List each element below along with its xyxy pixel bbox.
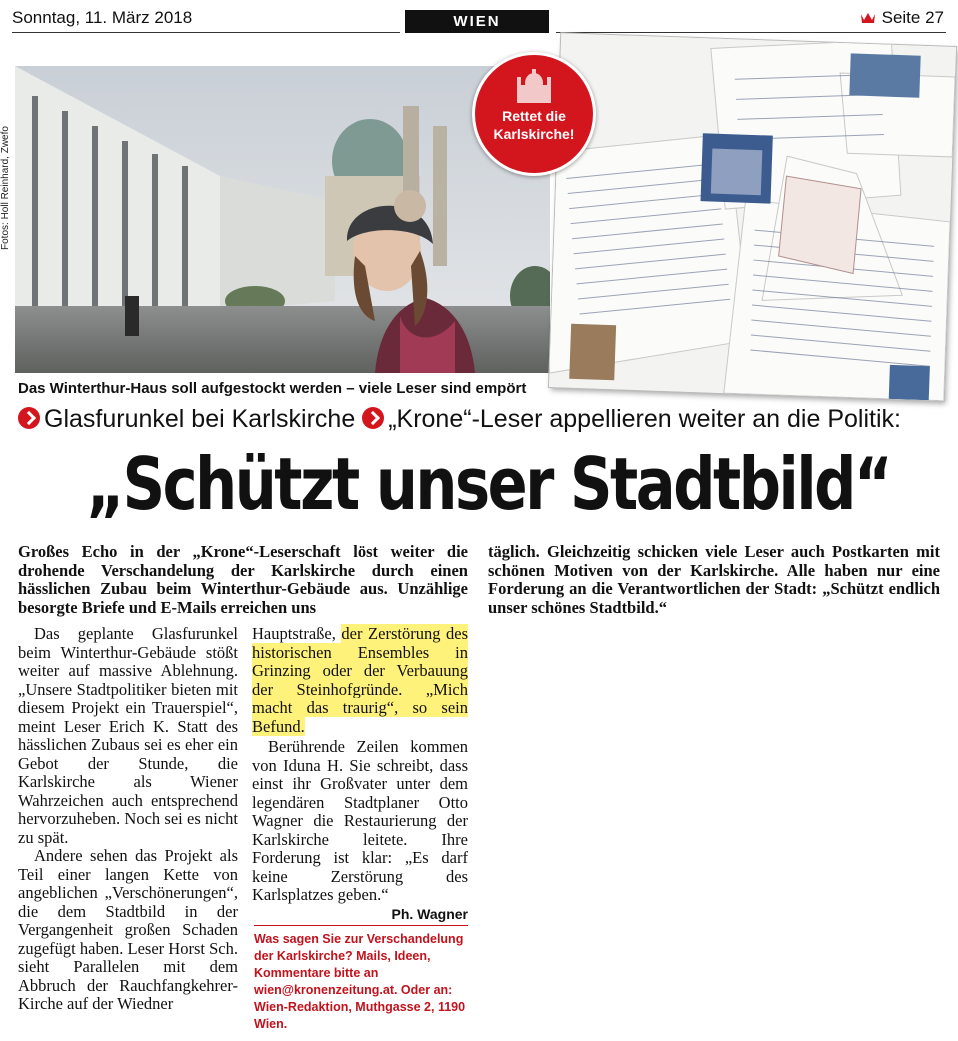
kicker-part-1: Glasfurunkel bei Karlskirche (44, 405, 356, 433)
issue-date: Sonntag, 11. März 2018 (12, 8, 193, 27)
badge-text (475, 107, 593, 143)
photo-winterthur-haus (15, 66, 550, 373)
photo-caption: Das Winterthur-Haus soll aufgestockt werden – viele Leser sind empört (18, 380, 527, 397)
col2-paragraph-2 (252, 737, 468, 922)
page-number (860, 8, 944, 30)
church-icon (515, 67, 553, 105)
arrow-right-icon (362, 407, 384, 429)
photo-reader-letters (549, 33, 956, 401)
lead-paragraph-a: Großes Echo in der „Krone“-Leserschaft löst weiter die drohende Verschandelung der Karlskirche durch einen hässlichen Zubau beim Winterthur-Gebäude aus. Unzählige besorgte Briefe und E-Mails erreichen uns (18, 542, 468, 617)
badge-line-2: Karlskirche! (493, 126, 575, 142)
lead-paragraph-b: täglich. Gleichzeitig schicken viele Leser auch Postkarten mit schönen Motiven von der Karlskirche. Alle haben nur eine Forderung an die Verantwortlichen der Stadt: „Schützt endlich unser schönes Stadtbild.“ (488, 542, 940, 617)
crown-icon (860, 10, 876, 30)
page-number-text: Seite 27 (881, 8, 944, 27)
campaign-badge (472, 52, 596, 176)
arrow-right-icon (18, 407, 40, 429)
header-rule-right (556, 32, 946, 33)
highlighted-text: der Zerstörung des historischen Ensembles in Grinzing oder der Verbauung der Steinhofgründe. „Mich macht das traurig“, so sein Befund. (252, 624, 468, 736)
article-column-2 (252, 625, 468, 923)
col2-paragraph-1 (252, 625, 468, 736)
photo-credit: Fotos: Holl Reinhard, Zwefo (0, 126, 11, 250)
col2-text-plain: Hauptstraße, (252, 624, 336, 643)
col1-paragraph-2: Andere sehen das Projekt als Teil einer langen Kette von angeblichen „Verschönerungen“, die dem Stadtbild in der Vergangenheit großen Schaden zugefügt haben. Leser Horst Sch. sieht Parallelen mit dem Abbruch der Rauchfangkehrer-Kirche auf der Wiedner (18, 846, 238, 1013)
badge-line-1: Rettet die (502, 108, 566, 124)
article-column-1 (18, 625, 238, 1014)
kicker-part-2: „Krone“-Leser appellieren weiter an die Politik: (388, 405, 901, 433)
section-label: WIEN (405, 10, 549, 33)
reader-contact-box: Was sagen Sie zur Verschandelung der Karlskirche? Mails, Ideen, Kommentare bitte an wien@kronenzeitung.at. Oder an: Wien-Redaktion, Muthgasse 2, 1190 Wien. (254, 925, 468, 1033)
headline: „Schützt unser Stadtbild“ (86, 442, 891, 526)
header-rule-left (12, 32, 400, 33)
col2-paragraph-2-text: Berührende Zeilen kommen von Iduna H. Sie schreibt, dass einst ihr Großvater unter dem legendären Stadtplaner Otto Wagner die Restaurierung der Karlskirche leitete. Ihre Forderung ist klar: „Es darf keine Zerstörung des Karlsplatzes geben.“ (252, 737, 468, 904)
col1-paragraph-1: Das geplante Glasfurunkel beim Winterthur-Gebäude stößt weiter auf massive Ablehnung. „Unsere Stadtpolitiker bieten mit diesem Projekt ein Trauerspiel“, meint Leser Erich K. Statt des hässlichen Zubaus sei es eher ein Gebot der Stunde, die Karlskirche als Wiener Wahrzeichen auch entsprechend hervorzuheben. Noch sei es nicht zu spät. (18, 624, 238, 847)
author-signature: Ph. Wagner (391, 905, 468, 922)
kicker (18, 405, 901, 434)
